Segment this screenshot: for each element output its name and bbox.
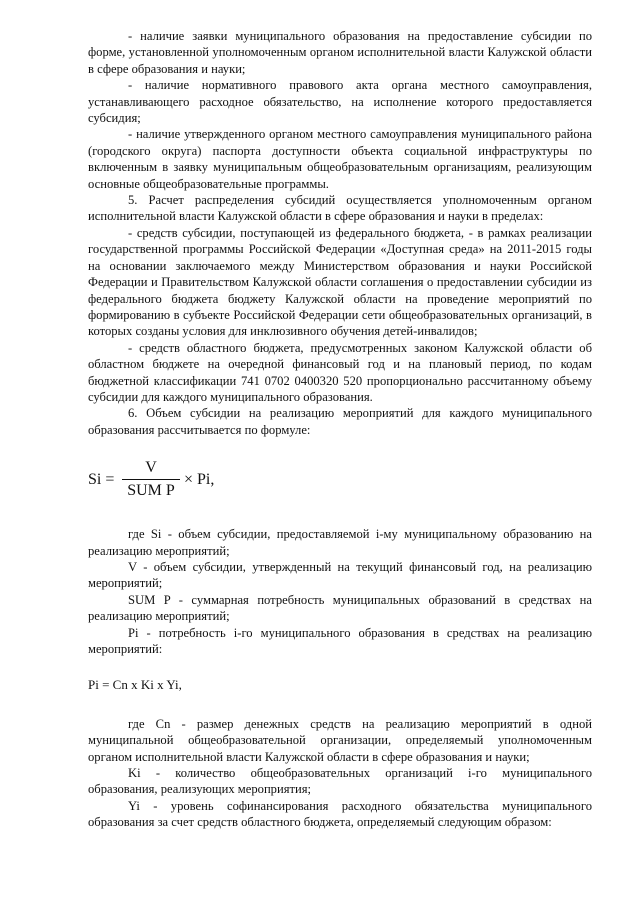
formula-denominator: SUM P (127, 482, 175, 500)
definition-v: V - объем субсидии, утвержденный на текущий финансовый год, на реализацию мероприятий; (88, 559, 592, 591)
formula-fraction (122, 458, 180, 501)
paragraph-regional-funds: - средств областного бюджета, предусмотренных законом Калужской области об областном бюджете на очередной финансовый год и на плановый период, по кодам бюджетной классификации 741 0702 0400320 520 пропорционально рассчитанному объему субсидии для каждого муниципального образования. (88, 340, 592, 404)
definition-sum-p: SUM P - суммарная потребность муниципальных образований в средствах на реализацию мероприятий; (88, 592, 592, 624)
paragraph-application: - наличие заявки муниципального образования на предоставление субсидии по форме, установленной уполномоченным органом исполнительной власти Калужской области в сфере образования и науки; (88, 29, 592, 76)
formula-rhs: × Pi, (184, 471, 215, 489)
document-page (88, 28, 592, 831)
formula-lhs: Si = (88, 471, 115, 489)
definition-ki: Ki - количество общеобразовательных организаций i-го муниципального образования, реализующих мероприятия; (88, 766, 592, 797)
definition-si: где Si - объем субсидии, предоставляемой i-му муниципальному образованию на реализацию мероприятий; (88, 527, 592, 558)
formula-numerator: V (145, 459, 157, 477)
subsidy-formula (88, 458, 592, 508)
fraction-bar (122, 479, 180, 480)
definition-yi: Yi - уровень софинансирования расходного обязательства муниципального образования за счет средств областного бюджета, определяемый следующим образом: (88, 798, 592, 830)
paragraph-item-6: 6. Объем субсидии на реализацию мероприятий для каждого муниципального образования рассчитывается по формуле: (88, 406, 592, 437)
paragraph-accessibility-passport: - наличие утвержденного органом местного самоуправления муниципального района (городского округа) паспорта доступности объекта социальной инфраструктуры по включенным в заявку муниципальным общеобразовательным организациям, реализующим основные общеобразовательные программы. (88, 127, 592, 191)
paragraph-federal-funds: - средств субсидии, поступающей из федерального бюджета, - в рамках реализации государственной программы Российской Федерации «Доступная среда» на 2011-2015 годы на основании заключаемого между Министерством образования и науки Российской Федерации и Правительством Калужской области соглашения о предоставлении субсидии из федерального бюджета бюджету Калужской области на проведение мероприятий по формированию в субъекте Российской Федерации сети общеобразовательных организаций, в которых созданы условия для инклюзивного обучения детей-инвалидов; (88, 225, 592, 339)
definition-cn: где Cn - размер денежных средств на реализацию мероприятий в одной муниципальной общеобразовательной организации, определяемый уполномоченным органом исполнительной власти Калужской области в сфере образования и науки; (88, 716, 592, 764)
definition-pi: Pi - потребность i-го муниципального образования в средствах на реализацию мероприятий: (88, 625, 592, 656)
paragraph-normative-act: - наличие нормативного правового акта органа местного самоуправления, устанавливающего расходное обязательство, на исполнение которого предоставляется субсидия; (88, 78, 592, 126)
paragraph-item-5: 5. Расчет распределения субсидий осуществляется уполномоченным органом исполнительной власти Калужской области в сфере образования и науки в пределах: (88, 193, 592, 224)
need-formula: Pi = Cn x Ki x Yi, (88, 677, 182, 693)
